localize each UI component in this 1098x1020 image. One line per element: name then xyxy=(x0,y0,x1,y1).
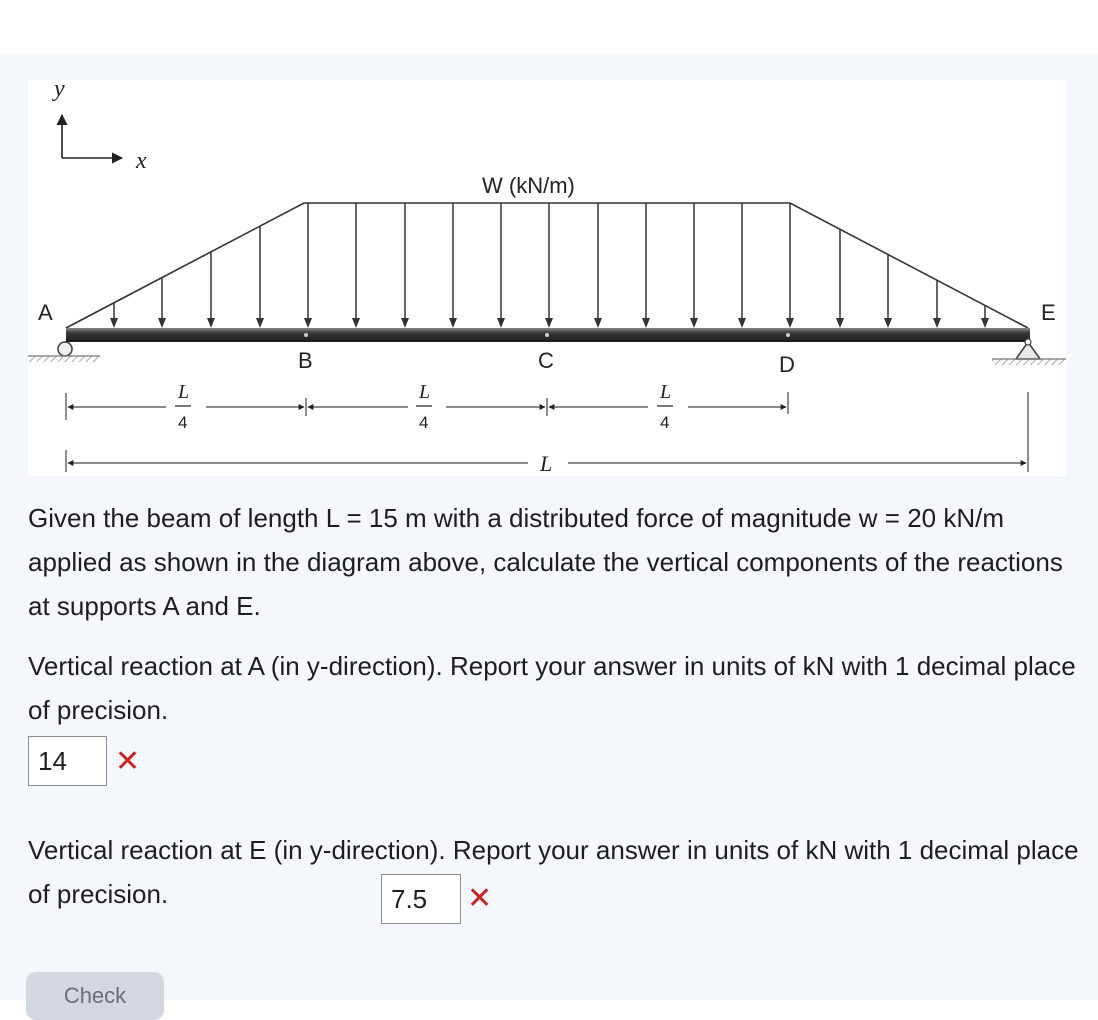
load-arrowhead xyxy=(401,318,409,328)
point-b-label: B xyxy=(298,348,313,373)
load-label: W (kN/m) xyxy=(482,173,575,198)
beam-diagram-svg xyxy=(28,80,1066,476)
incorrect-icon: ✕ xyxy=(115,745,141,778)
load-arrowhead xyxy=(158,318,166,328)
point-d-label: D xyxy=(779,352,795,377)
segment-3-4: 4 xyxy=(660,413,670,432)
load-arrows xyxy=(110,203,989,328)
incorrect-icon: ✕ xyxy=(467,882,493,915)
load-arrowhead xyxy=(690,318,698,328)
point-e-label: E xyxy=(1041,300,1056,325)
segment-1-4: 4 xyxy=(178,413,188,432)
load-arrowhead xyxy=(545,318,553,328)
coordinate-axes xyxy=(52,80,147,174)
load-arrowhead xyxy=(110,318,118,328)
load-arrowhead xyxy=(449,318,457,328)
problem-statement: Given the beam of length L = 15 m with a distributed force of magnitude w = 20 kN/m applied as shown in the diagram above, calculate the vertical components of the reactions at supports A and E. xyxy=(28,503,1063,621)
segment-2-4: 4 xyxy=(419,413,429,432)
load-arrowhead xyxy=(884,318,892,328)
x-axis-label: x xyxy=(136,148,147,174)
reaction-e-input[interactable] xyxy=(381,874,461,924)
load-arrowhead xyxy=(642,318,650,328)
point-c-label: C xyxy=(538,348,554,373)
support-a-roller xyxy=(28,342,100,362)
load-arrowhead xyxy=(352,318,360,328)
support-e-pin xyxy=(992,339,1066,365)
question-2-prompt: Vertical reaction at E (in y-direction). Report your answer in units of kN with 1 decimal place of precision. xyxy=(28,835,1079,909)
load-arrowhead xyxy=(836,318,844,328)
check-button[interactable]: Check xyxy=(26,972,164,1020)
load-arrowhead xyxy=(981,318,989,328)
load-arrowhead xyxy=(304,318,312,328)
beam-diagram xyxy=(28,80,1066,476)
distributed-load xyxy=(66,173,1028,328)
segment-dimensions xyxy=(66,381,788,432)
y-axis-label: y xyxy=(54,80,65,102)
load-arrowhead xyxy=(933,318,941,328)
load-arrowhead xyxy=(497,318,505,328)
load-arrowhead xyxy=(738,318,746,328)
segment-3-l: L xyxy=(660,381,672,403)
load-arrowhead xyxy=(256,318,264,328)
point-a-label: A xyxy=(38,300,53,325)
load-arrowhead xyxy=(594,318,602,328)
load-arrowhead xyxy=(207,318,215,328)
load-arrowhead xyxy=(786,318,794,328)
total-length-label: L xyxy=(540,451,553,476)
segment-1-l: L xyxy=(178,381,190,403)
reaction-a-input[interactable] xyxy=(28,736,107,786)
segment-2-l: L xyxy=(419,381,431,403)
question-1-prompt: Vertical reaction at A (in y-direction). Report your answer in units of kN with 1 decimal place of precision. xyxy=(28,651,1076,725)
